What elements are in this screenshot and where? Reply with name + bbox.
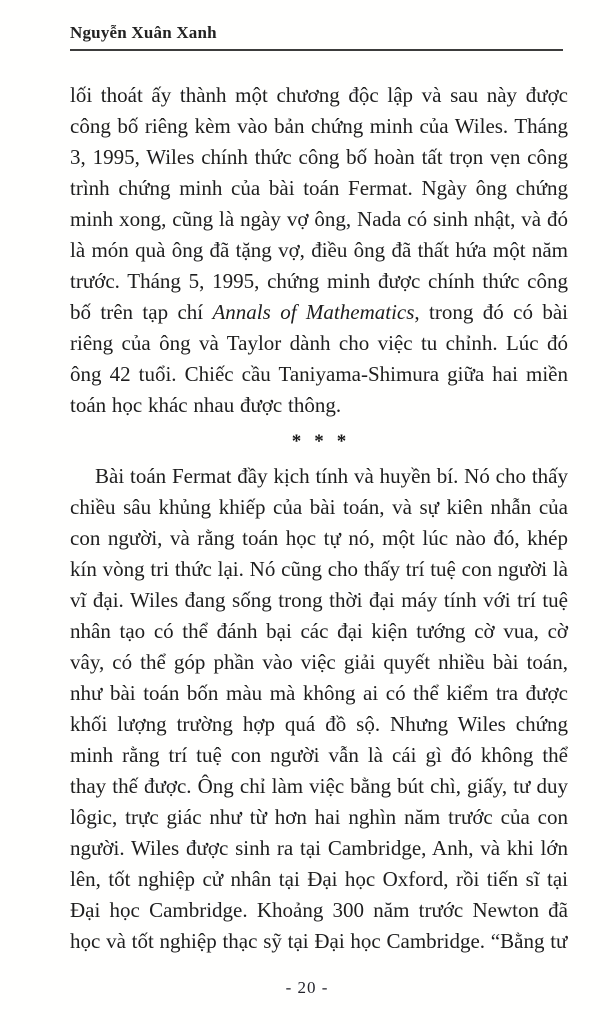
text-segment: Bài toán Fermat đầy kịch tính và huyền bí. Nó cho thấy chiều sâu khủng khiếp của bài toán, và sự kiên nhẫn của con người, và rằng toán học tự nó, một lúc nào đó, khép kín vòng tri thức lại. Nó cũng cho thấy trí tuệ con người là vĩ đại. Wiles đang sống trong thời đại máy tính với trí tuệ nhân tạo có thể đánh bại các đại kiện tướng cờ vua, cờ vây, có thể góp phần vào việc giải quyết nhiều bài toán, như bài toán bốn màu mà không ai có thể kiểm tra được khối lượng trường hợp quá đồ sộ. Nhưng Wiles chứng minh rằng trí tuệ con người vẫn là cái gì đó không thể thay thế được. Ông chỉ làm việc bằng bút chì, giấy, tư duy lôgic, trực giác như từ hơn hai nghìn năm trước của con người. Wiles được sinh ra tại Cambridge, Anh, và khi lớn lên, tốt nghiệp cử nhân tại Đại học Oxford, rồi tiến sĩ tại Đại học Cambridge. Khoảng 300 năm trước Newton đã học và tốt nghiệp thạc sỹ tại Đại học Cambridge. “Bằng tư (70, 464, 568, 953)
page-footer (0, 978, 614, 998)
paragraph-continuation (70, 80, 568, 421)
text-segment: , trong đó có bài riêng của ông và Taylor dành cho việc tu chỉnh. Lúc đó ông 42 tuổi. Chiếc cầu Taniyama-Shimura giữa hai miền toán học khác nhau được thông. (70, 300, 568, 417)
author-running-head: Nguyễn Xuân Xanh (70, 23, 217, 42)
journal-title-italic: Annals of Mathematics (212, 300, 415, 324)
header-rule (70, 49, 563, 51)
running-header (70, 22, 568, 51)
page-body (70, 80, 568, 957)
text-segment: lối thoát ấy thành một chương độc lập và sau này được công bố riêng kèm vào bản chứng minh của Wiles. Tháng 3, 1995, Wiles chính thức công bố hoàn tất trọn vẹn công trình chứng minh của bài toán Fermat. Ngày ông chứng minh xong, cũng là ngày vợ ông, Nada có sinh nhật, và đó là món quà ông đã tặng vợ, điều ông đã thất hứa một năm trước. Tháng 5, 1995, chứng minh được chính thức công bố trên tạp chí (70, 83, 568, 324)
asterisk-separator: *** (291, 431, 360, 452)
paragraph-new-section (70, 461, 568, 957)
page-number: - 20 - (285, 978, 329, 997)
